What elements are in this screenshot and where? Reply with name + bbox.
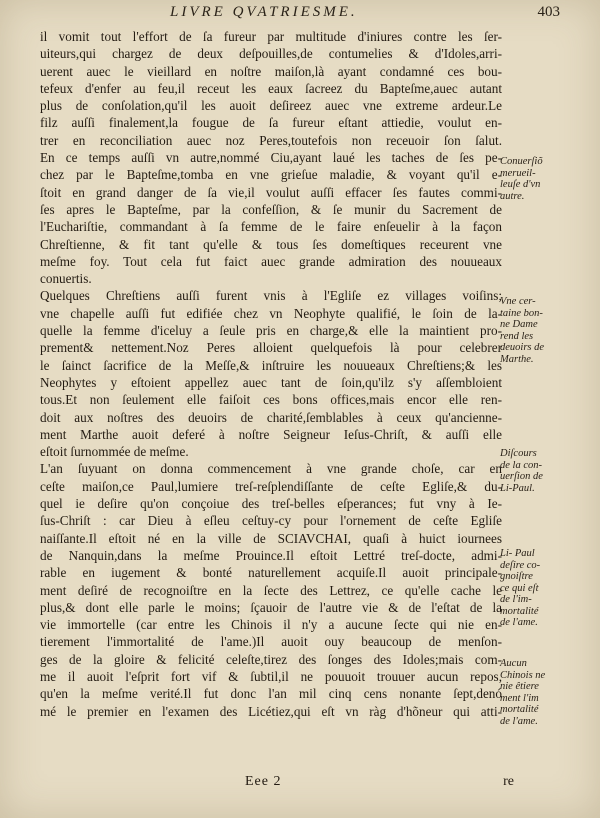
text-line: ment Marthe auoit deferé à noſtre Seigneur Ieſus-Chriſt, & auſſi elle <box>40 426 502 442</box>
text-line: ſtoit en grand danger de ſa vie,il voulut auſſi effacer ſes fautes commi- <box>40 184 502 200</box>
margin-note-line: Aucun <box>500 658 527 669</box>
margin-note-line: de l'ame. <box>500 617 538 628</box>
margin-note-line: ce qui eſt <box>500 582 539 594</box>
margin-note <box>500 448 592 494</box>
text-line: trer en reconciliation auec noz Peres,toutefois non receuoir ſon ſalut. <box>40 132 502 148</box>
text-line: quel ie deſire qu'on conçoiue des treſ-belles eſperances; fut vny à Ie- <box>40 496 502 512</box>
text-line: uiteurs,qui chargez de deux deſpouilles,de contumelies & d'Idoles,arri- <box>40 46 502 62</box>
margin-note-line: merueil- <box>500 167 536 179</box>
text-line: uerent auec le vieillard en noſtre maiſon,là ayant condamné ces bou- <box>40 63 502 79</box>
text-line: le ſainct ſacrifice de la Meſſe,& inſtruire les nouueaux Chreſtiens;& les <box>40 357 502 373</box>
text-line: En ce temps auſſi vn autre,nommé Ciu,ayant laué les taches de ſes pe- <box>40 150 502 166</box>
margin-note <box>500 296 592 365</box>
margin-note-line: mortalité <box>500 704 539 715</box>
text-line: prement& nettement.Noz Peres alloient quelquefois là pour celebrer <box>40 340 502 356</box>
text-line: L'an ſuyuant on donna commencement à vne grande choſe, car en <box>40 461 502 477</box>
body-text <box>40 28 502 720</box>
text-line: ges de la gloire & felicité celeſte,tirez des ſonges des Idoles;mais com- <box>40 651 502 667</box>
text-line: Neophytes y eſtoient appellez auec tant de ſoin,qu'ilz s'y aſſembloient <box>40 374 502 390</box>
text-line: mé le premier en l'examen des Licétiez,qui eſt vn ràg d'hõneur qui atti- <box>40 703 502 719</box>
margin-note-line: Vne cer- <box>500 296 536 307</box>
text-line: tous.Et non ſeulement elle faiſoit ces bons offices,mais encor elle ren- <box>40 392 502 408</box>
page-number: 403 <box>537 4 560 20</box>
margin-note-line: mortalité <box>500 605 539 617</box>
text-line: conuertis. <box>40 271 92 287</box>
text-line: il vomit tout l'effort de ſa fureur par multitude d'iniures contre les ſer- <box>40 29 502 44</box>
text-line: plus de conſolation,qu'il les auoit deſireez auec vne extreme ardeur.Le <box>40 98 502 114</box>
running-head: LIVRE QVATRIESME. <box>170 4 358 20</box>
text-line: rable en iugement & bonté naturellement acquiſe.Il auoit principale- <box>40 565 502 581</box>
text-line: me il auoit l'eſprit fort vif & ſubtil,il ne pouuoit trouuer aucun repos, <box>40 668 502 684</box>
margin-note-line: ne Dame <box>500 319 538 330</box>
text-line: l'Euchariſtie, commandant à ſa femme de le faire enſeuelir à la façon <box>40 219 502 235</box>
text-line: vne chapelle auſſi fut edifiée chez vn Neophyte qualifié, le ſoin de la- <box>40 305 502 321</box>
margin-note-line: Marthe. <box>500 353 534 365</box>
margin-note-line: nie êtiere <box>500 681 539 692</box>
text-line: tefeux d'enfer au feu,il receut les eaux ſacreez du Bapteſme,auec autant <box>40 80 502 96</box>
text-line: ceſte maiſon,ce Paul,lumiere treſ-reſplendiſſante de ceſte Egliſe,& du- <box>40 478 502 494</box>
margin-note-line: de l'ame. <box>500 715 538 727</box>
margin-note-line: deſire co- <box>500 559 541 571</box>
text-line: tierement l'immortalité de l'ame.)Il auoit ouy beaucoup de menſon- <box>40 634 502 650</box>
margin-note-line: rend les <box>500 330 534 342</box>
text-line: meſme foy. Tout cela fut faict auec grande admiration des nouueaux <box>40 253 502 269</box>
margin-note-line: gnoiſtre <box>500 571 533 582</box>
page-footer <box>40 774 514 794</box>
text-line: ment deſiré de recognoiſtre en la ſecte des Lettrez, ce qu'elle cache le <box>40 582 502 598</box>
margin-note-line: de l'im- <box>500 594 532 605</box>
catchword: re <box>503 774 514 789</box>
margin-note <box>500 156 592 202</box>
text-line: eſtoit ſurnommée de meſme. <box>40 444 189 460</box>
text-line: Quelques Chreſtiens auſſi furent vnis à l'Egliſe ez villages voiſins; <box>40 288 502 304</box>
text-line: plus,& dont elle parle le moins; ſçauoir de l'autre vie & de l'eſtat de la <box>40 599 502 615</box>
text-line: chez par le Bapteſme,tomba en vne grieſue maladie, & voyant qu'il e- <box>40 167 502 183</box>
text-line: doit aux noſtres des deuoirs de charité,ſemblables à ceux qu'ancienne- <box>40 409 502 425</box>
margin-note-line: Chinois ne <box>500 669 546 681</box>
text-line: quelle la femme d'iceluy a ſeule pris en charge,& elle la maintient pro- <box>40 323 502 339</box>
margin-note-line: uerſion de <box>500 471 543 482</box>
margin-note <box>500 658 592 727</box>
margin-note-line: Diſcours <box>500 448 537 459</box>
margin-note-line: Li-Paul. <box>500 482 535 494</box>
margin-note-line: autre. <box>500 190 525 202</box>
text-line: ſus-Chriſt : car Dieu à eſleu ceſtuy-cy pour l'ornement de ceſte Egliſe <box>40 513 502 529</box>
margin-note-line: Conuerſiõ <box>500 156 543 167</box>
text-line: ſes apres le Bapteſme, par la confeſſion, & ſe munir du Sacrement de <box>40 201 502 217</box>
margin-note-line: taine bon- <box>500 307 543 319</box>
margin-note-line: leuſe d'vn <box>500 179 541 190</box>
text-line: Chreſtienne, & fit tant qu'elle & tous ſes domeſtiques receurent vne <box>40 236 502 252</box>
margin-note-line: Li- Paul <box>500 548 535 559</box>
margin-note-line: deuoirs de <box>500 342 545 353</box>
text-line: filz auſſi finalement,la fougue de ſa fureur eſtant attiedie, voulut en- <box>40 115 502 131</box>
text-line: de Nanquin,dans la meſme Prouince.Il eſtoit Lettré treſ-docte, admi- <box>40 547 502 563</box>
margin-note-line: de la con- <box>500 459 542 471</box>
margin-note-line: ment l'im <box>500 692 539 704</box>
page-header <box>40 2 570 26</box>
text-line: vie immortelle (car entre les Chinois il n'y a aucune ſecte qui nie en- <box>40 617 502 633</box>
signature-mark: Eee 2 <box>245 774 282 789</box>
text-line: qu'en la meſme verité.Il fut donc l'an mil cinq cens nonante ſept,denó <box>40 686 502 702</box>
margin-note <box>500 548 592 629</box>
text-line: naiſſante.Il eſtoit né en la ville de SCIAVCHAI, quaſi à huict iournees <box>40 530 502 546</box>
